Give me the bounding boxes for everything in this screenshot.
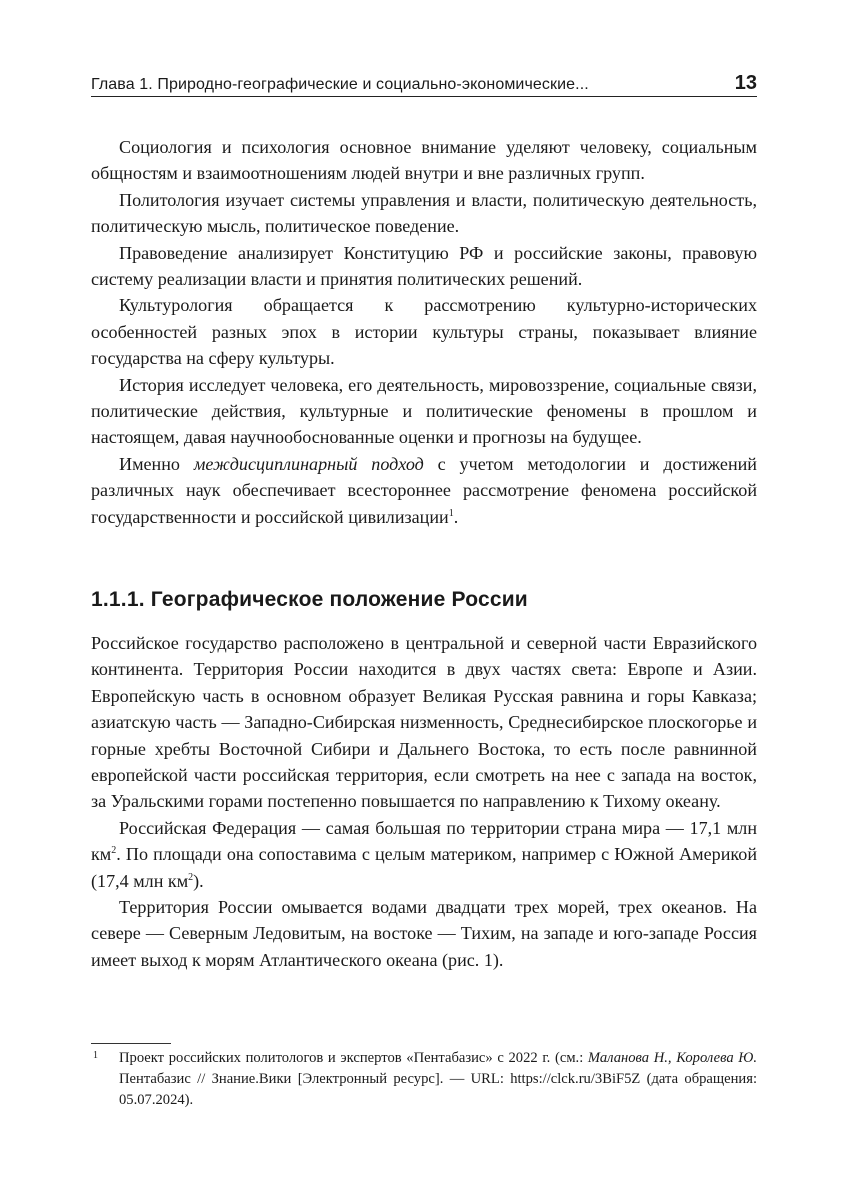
footnote-text-b: Пентабазис // Знание.Вики [Электронный ресурс]. — URL: https://clck.ru/3BiF5Z (дата обращения: 05.07.2024). xyxy=(119,1070,757,1108)
running-header xyxy=(91,66,757,97)
interdisciplinary-emphasis: междисциплинарный подход xyxy=(193,453,424,474)
chapter-title: Глава 1. Природно-географические и социально-экономические... xyxy=(91,76,589,93)
area-text-a: Российская Федерация — самая большая по территории страна мира — 17,1 млн км xyxy=(91,817,757,865)
interdisciplinary-rest: с учетом методологии и достижений различных наук обеспечивает всестороннее рассмотрение феномена российской государственности и российской цивилизации xyxy=(91,453,757,527)
paragraph-area xyxy=(91,815,757,894)
footnote-reference[interactable]: 1 xyxy=(448,507,454,519)
area-text-b: . По площади она сопоставима с целым материком, например с Южной Америкой (17,4 млн км xyxy=(91,844,757,891)
footnote-mark: 1 xyxy=(93,1050,98,1061)
paragraph-location: Российское государство расположено в центральной и северной части Евразийского континента. Территория России находится в двух частях света: Европе и Азии. Европейскую часть в основном образует Великая Русская равнина и горы Кавказа; азиатскую часть — Западно-Сибирская низменность, Среднесибирское плоскогорье и горные хребты Восточной Сибири и Дальнего Востока, то есть после равнинной европейской части российская территория, если смотреть на нее с запада на восток, за Уральскими горами постепенно повышается по направлению к Тихому океану. xyxy=(91,633,757,812)
interdisciplinary-end: . xyxy=(453,506,459,527)
paragraph-culturology: Культурология обращается к рассмотрению культурно-исторических особенностей разных эпох в истории культуры страны, показывает влияние государства на сферу культуры. xyxy=(91,295,757,369)
area-text-c: ). xyxy=(193,870,204,891)
paragraph-interdisciplinary xyxy=(91,451,757,530)
page-number: 13 xyxy=(734,72,757,94)
footnote-text xyxy=(119,1048,757,1110)
area-sup-2: 2 xyxy=(188,871,194,883)
area-sup-1: 2 xyxy=(111,845,117,857)
footnote-text-a: Проект российских политологов и экспертов «Пентабазис» с 2022 г. (см.: xyxy=(119,1050,588,1066)
intro-text xyxy=(91,134,757,530)
section-heading: 1.1.1. Географическое положение России xyxy=(91,588,528,611)
footnote xyxy=(91,1048,757,1110)
paragraph-law: Правоведение анализирует Конституцию РФ и российские законы, правовую систему реализации власти и принятия политических решений. xyxy=(91,242,757,290)
paragraph-sociology: Социология и психология основное внимание уделяют человеку, социальным общностям и взаимоотношениям людей внутри и вне различных групп. xyxy=(91,137,757,184)
paragraph-history: История исследует человека, его деятельность, мировоззрение, социальные связи, политические действия, культурные и политические феномены в прошлом и настоящем, давая научнообоснованные оценки и прогнозы на будущее. xyxy=(91,374,757,448)
section-text xyxy=(91,630,757,973)
paragraph-seas: Территория России омывается водами двадцати трех морей, трех океанов. На севере — Северным Ледовитым, на востоке — Тихим, на западе и юго-западе Россия имеет выход к морям Атлантического океана (рис. 1). xyxy=(91,897,757,970)
paragraph-politology: Политология изучает системы управления и власти, политическую деятельность, политическую мысль, политическое поведение. xyxy=(91,189,757,237)
interdisciplinary-lead: Именно xyxy=(119,453,194,474)
footnote-divider xyxy=(91,1043,171,1044)
footnote-authors: Маланова Н., Королева Ю. xyxy=(587,1050,757,1066)
